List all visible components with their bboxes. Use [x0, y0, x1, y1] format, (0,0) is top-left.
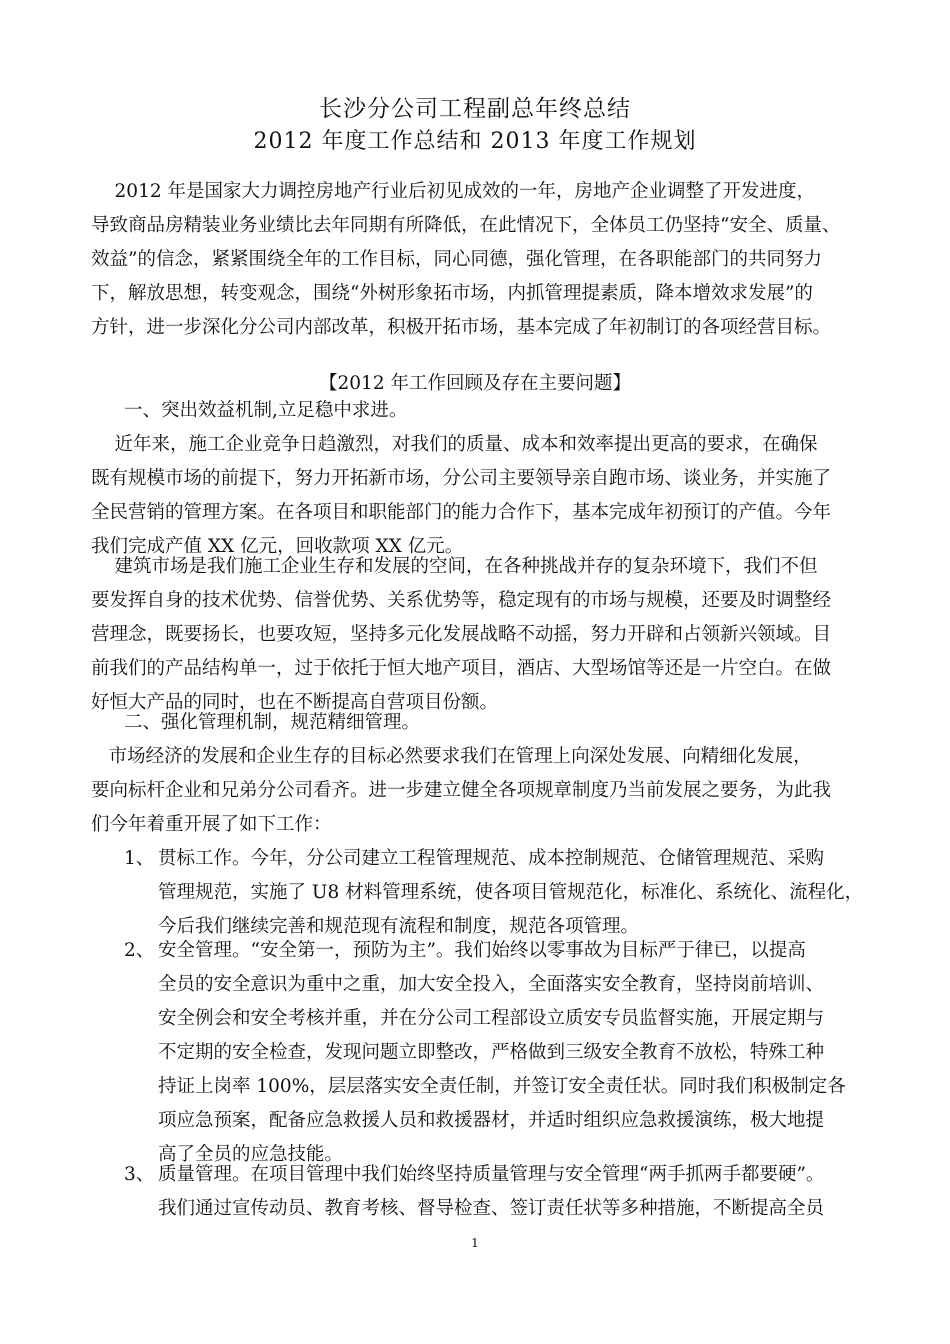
text-line: 营理念，既要扬长，也要攻短，坚持多元化发展战略不动摇，努力开辟和占领新兴领域。目 — [91, 624, 832, 645]
heading-2: 二、强化管理机制，规范精细管理。 — [124, 712, 421, 733]
paragraph-2 — [91, 550, 853, 720]
text-line: 建筑市场是我们施工企业生存和发展的空间，在各种挑战并存的复杂环境下，我们不但 — [91, 556, 818, 577]
list-item-number: 1、 — [124, 848, 155, 869]
text-line: 效益”的信念，紧紧围绕全年的工作目标，同心同德，强化管理，在各职能部门的共同努力 — [91, 249, 822, 270]
text-line: 我们完成产值 XX 亿元，回收款项 XX 亿元。 — [91, 536, 464, 557]
intro-paragraph — [91, 175, 853, 345]
text-line: 方针，进一步深化分公司内部改革，积极开拓市场，基本完成了年初制订的各项经营目标。 — [91, 317, 832, 338]
list-item-body — [158, 934, 873, 1172]
list-item-number: 3、 — [124, 1164, 155, 1185]
text-line: 既有规模市场的前提下，努力开拓新市场，分公司主要领导亲自跑市场、谈业务，并实施了 — [91, 468, 832, 489]
text-line: 近年来，施工企业竞争日趋激烈，对我们的质量、成本和效率提出更高的要求，在确保 — [91, 434, 818, 455]
text-line: 安全例会和安全考核并重，并在分公司工程部设立质安专员监督实施，开展定期与 — [158, 1008, 825, 1029]
text-line: 2012 年是国家大力调控房地产行业后初见成效的一年，房地产企业调整了开发进度， — [91, 181, 815, 202]
text-line: 管理规范，实施了 U8 材料管理系统，使各项目管规范化，标准化、系统化、流程化， — [158, 882, 864, 903]
text-line: 市场经济的发展和企业生存的目标必然要求我们在管理上向深处发展、向精细化发展， — [91, 746, 812, 767]
text-line: 不定期的安全检查，发现问题立即整改，严格做到三级安全教育不放松，特殊工种 — [158, 1042, 825, 1063]
text-line: 导致商品房精装业务业绩比去年同期有所降低，在此情况下，全体员工仍坚持“安全、质量、 — [91, 215, 841, 236]
text-line: 全民营销的管理方案。在各项目和职能部门的能力合作下，基本完成年初预订的产值。今年 — [91, 502, 832, 523]
text-line: 好恒大产品的同时，也在不断提高自营项目份额。 — [91, 692, 499, 713]
text-line: 持证上岗率 100%，层层落实安全责任制，并签订安全责任状。同时我们积极制定各 — [158, 1076, 846, 1097]
paragraph-3 — [91, 740, 853, 842]
text-line: 前我们的产品结构单一，过于依托于恒大地产项目，酒店、大型场馆等还是一片空白。在做 — [91, 658, 832, 679]
list-item-number: 2、 — [124, 940, 155, 961]
text-line: 我们通过宣传动员、教育考核、督导检查、签订责任状等多种措施，不断提高全员 — [158, 1198, 825, 1219]
list-item-body — [158, 842, 873, 944]
text-line: 们今年着重开展了如下工作： — [91, 814, 332, 835]
text-line: 要发挥自身的技术优势、信誉优势、关系优势等，稳定现有的市场与规模，还要及时调整经 — [91, 590, 832, 611]
text-line: 今后我们继续完善和规范现有流程和制度，规范各项管理。 — [158, 916, 640, 937]
heading-1: 一、突出效益机制,立足稳中求进。 — [124, 400, 408, 421]
paragraph-1 — [91, 428, 853, 564]
text-line: 项应急预案，配备应急救援人员和救援器材，并适时组织应急救援演练，极大地提 — [158, 1110, 825, 1131]
document-title: 长沙分公司工程副总年终总结 — [319, 96, 631, 122]
list-item-body — [158, 1158, 873, 1226]
text-line: 下，解放思想，转变观念，围绕“外树形象拓市场，内抓管理提素质，降本增效求发展”的 — [91, 283, 813, 304]
text-line: 高了全员的应急技能。 — [158, 1144, 344, 1165]
text-line: 安全管理。“安全第一，预防为主”。我们始终以零事故为目标严于律已，以提高 — [158, 940, 806, 961]
page-number: 1 — [471, 1236, 479, 1250]
document-subtitle: 2012 年度工作总结和 2013 年度工作规划 — [253, 129, 697, 154]
text-line: 全员的安全意识为重中之重，加大安全投入，全面落实安全教育，坚持岗前培训、 — [158, 974, 825, 995]
section-title: 【2012 年工作回顾及存在主要问题】 — [319, 373, 631, 394]
text-line: 贯标工作。今年，分公司建立工程管理规范、成本控制规范、仓储管理规范、采购 — [158, 848, 825, 869]
text-line: 质量管理。在项目管理中我们始终坚持质量管理与安全管理“两手抓两手都要硬”。 — [158, 1164, 825, 1185]
text-line: 要向标杆企业和兄弟分公司看齐。进一步建立健全各项规章制度乃当前发展之要务，为此我 — [91, 780, 832, 801]
